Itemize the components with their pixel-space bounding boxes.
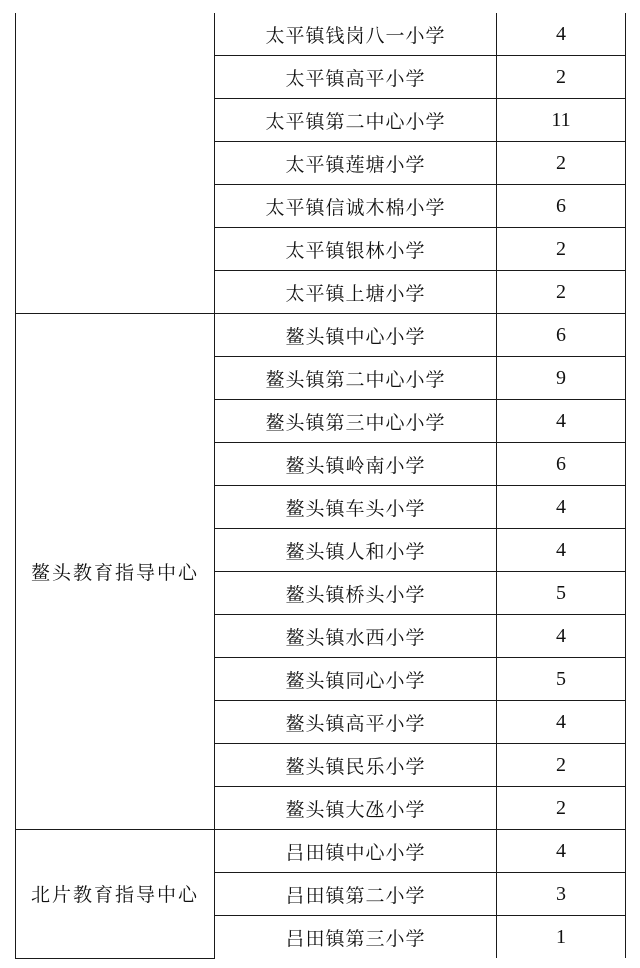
school-name-cell: 鳌头镇第三中心小学 — [215, 400, 497, 443]
school-name-cell: 鳌头镇第二中心小学 — [215, 357, 497, 400]
count-cell: 4 — [497, 615, 626, 658]
school-name-cell: 太平镇银林小学 — [215, 228, 497, 271]
table-row — [16, 314, 626, 357]
count-cell: 6 — [497, 314, 626, 357]
count-cell: 2 — [497, 744, 626, 787]
school-name-cell: 太平镇信诚木棉小学 — [215, 185, 497, 228]
school-name-cell: 太平镇上塘小学 — [215, 271, 497, 314]
count-cell: 2 — [497, 142, 626, 185]
school-name-cell: 鳌头镇中心小学 — [215, 314, 497, 357]
school-name-cell: 吕田镇中心小学 — [215, 830, 497, 873]
count-cell: 2 — [497, 228, 626, 271]
count-cell: 5 — [497, 572, 626, 615]
count-cell: 2 — [497, 787, 626, 830]
school-name-cell: 太平镇莲塘小学 — [215, 142, 497, 185]
count-cell: 11 — [497, 99, 626, 142]
school-name-cell: 太平镇高平小学 — [215, 56, 497, 99]
count-cell: 4 — [497, 486, 626, 529]
count-cell: 4 — [497, 529, 626, 572]
count-cell: 1 — [497, 916, 626, 959]
count-cell: 4 — [497, 830, 626, 873]
count-cell: 2 — [497, 56, 626, 99]
school-name-cell: 鳌头镇人和小学 — [215, 529, 497, 572]
count-cell: 4 — [497, 13, 626, 56]
school-name-cell: 吕田镇第三小学 — [215, 916, 497, 959]
school-name-cell: 鳌头镇岭南小学 — [215, 443, 497, 486]
count-cell: 5 — [497, 658, 626, 701]
school-name-cell: 太平镇钱岗八一小学 — [215, 13, 497, 56]
count-cell: 2 — [497, 271, 626, 314]
school-name-cell: 鳌头镇桥头小学 — [215, 572, 497, 615]
count-cell: 9 — [497, 357, 626, 400]
school-name-cell: 太平镇第二中心小学 — [215, 99, 497, 142]
group-cell: 鳌头教育指导中心 — [16, 314, 215, 830]
school-name-cell: 鳌头镇同心小学 — [215, 658, 497, 701]
group-cell — [16, 13, 215, 314]
school-name-cell: 鳌头镇水西小学 — [215, 615, 497, 658]
school-name-cell: 鳌头镇车头小学 — [215, 486, 497, 529]
count-cell: 4 — [497, 400, 626, 443]
table-row — [16, 830, 626, 873]
count-cell: 4 — [497, 701, 626, 744]
table-body — [16, 13, 626, 958]
school-name-cell: 鳌头镇高平小学 — [215, 701, 497, 744]
school-name-cell: 鳌头镇民乐小学 — [215, 744, 497, 787]
school-quota-table — [15, 13, 626, 959]
table-row — [16, 13, 626, 56]
school-name-cell: 鳌头镇大氹小学 — [215, 787, 497, 830]
count-cell: 6 — [497, 185, 626, 228]
count-cell: 3 — [497, 873, 626, 916]
school-name-cell: 吕田镇第二小学 — [215, 873, 497, 916]
group-cell: 北片教育指导中心 — [16, 830, 215, 959]
count-cell: 6 — [497, 443, 626, 486]
